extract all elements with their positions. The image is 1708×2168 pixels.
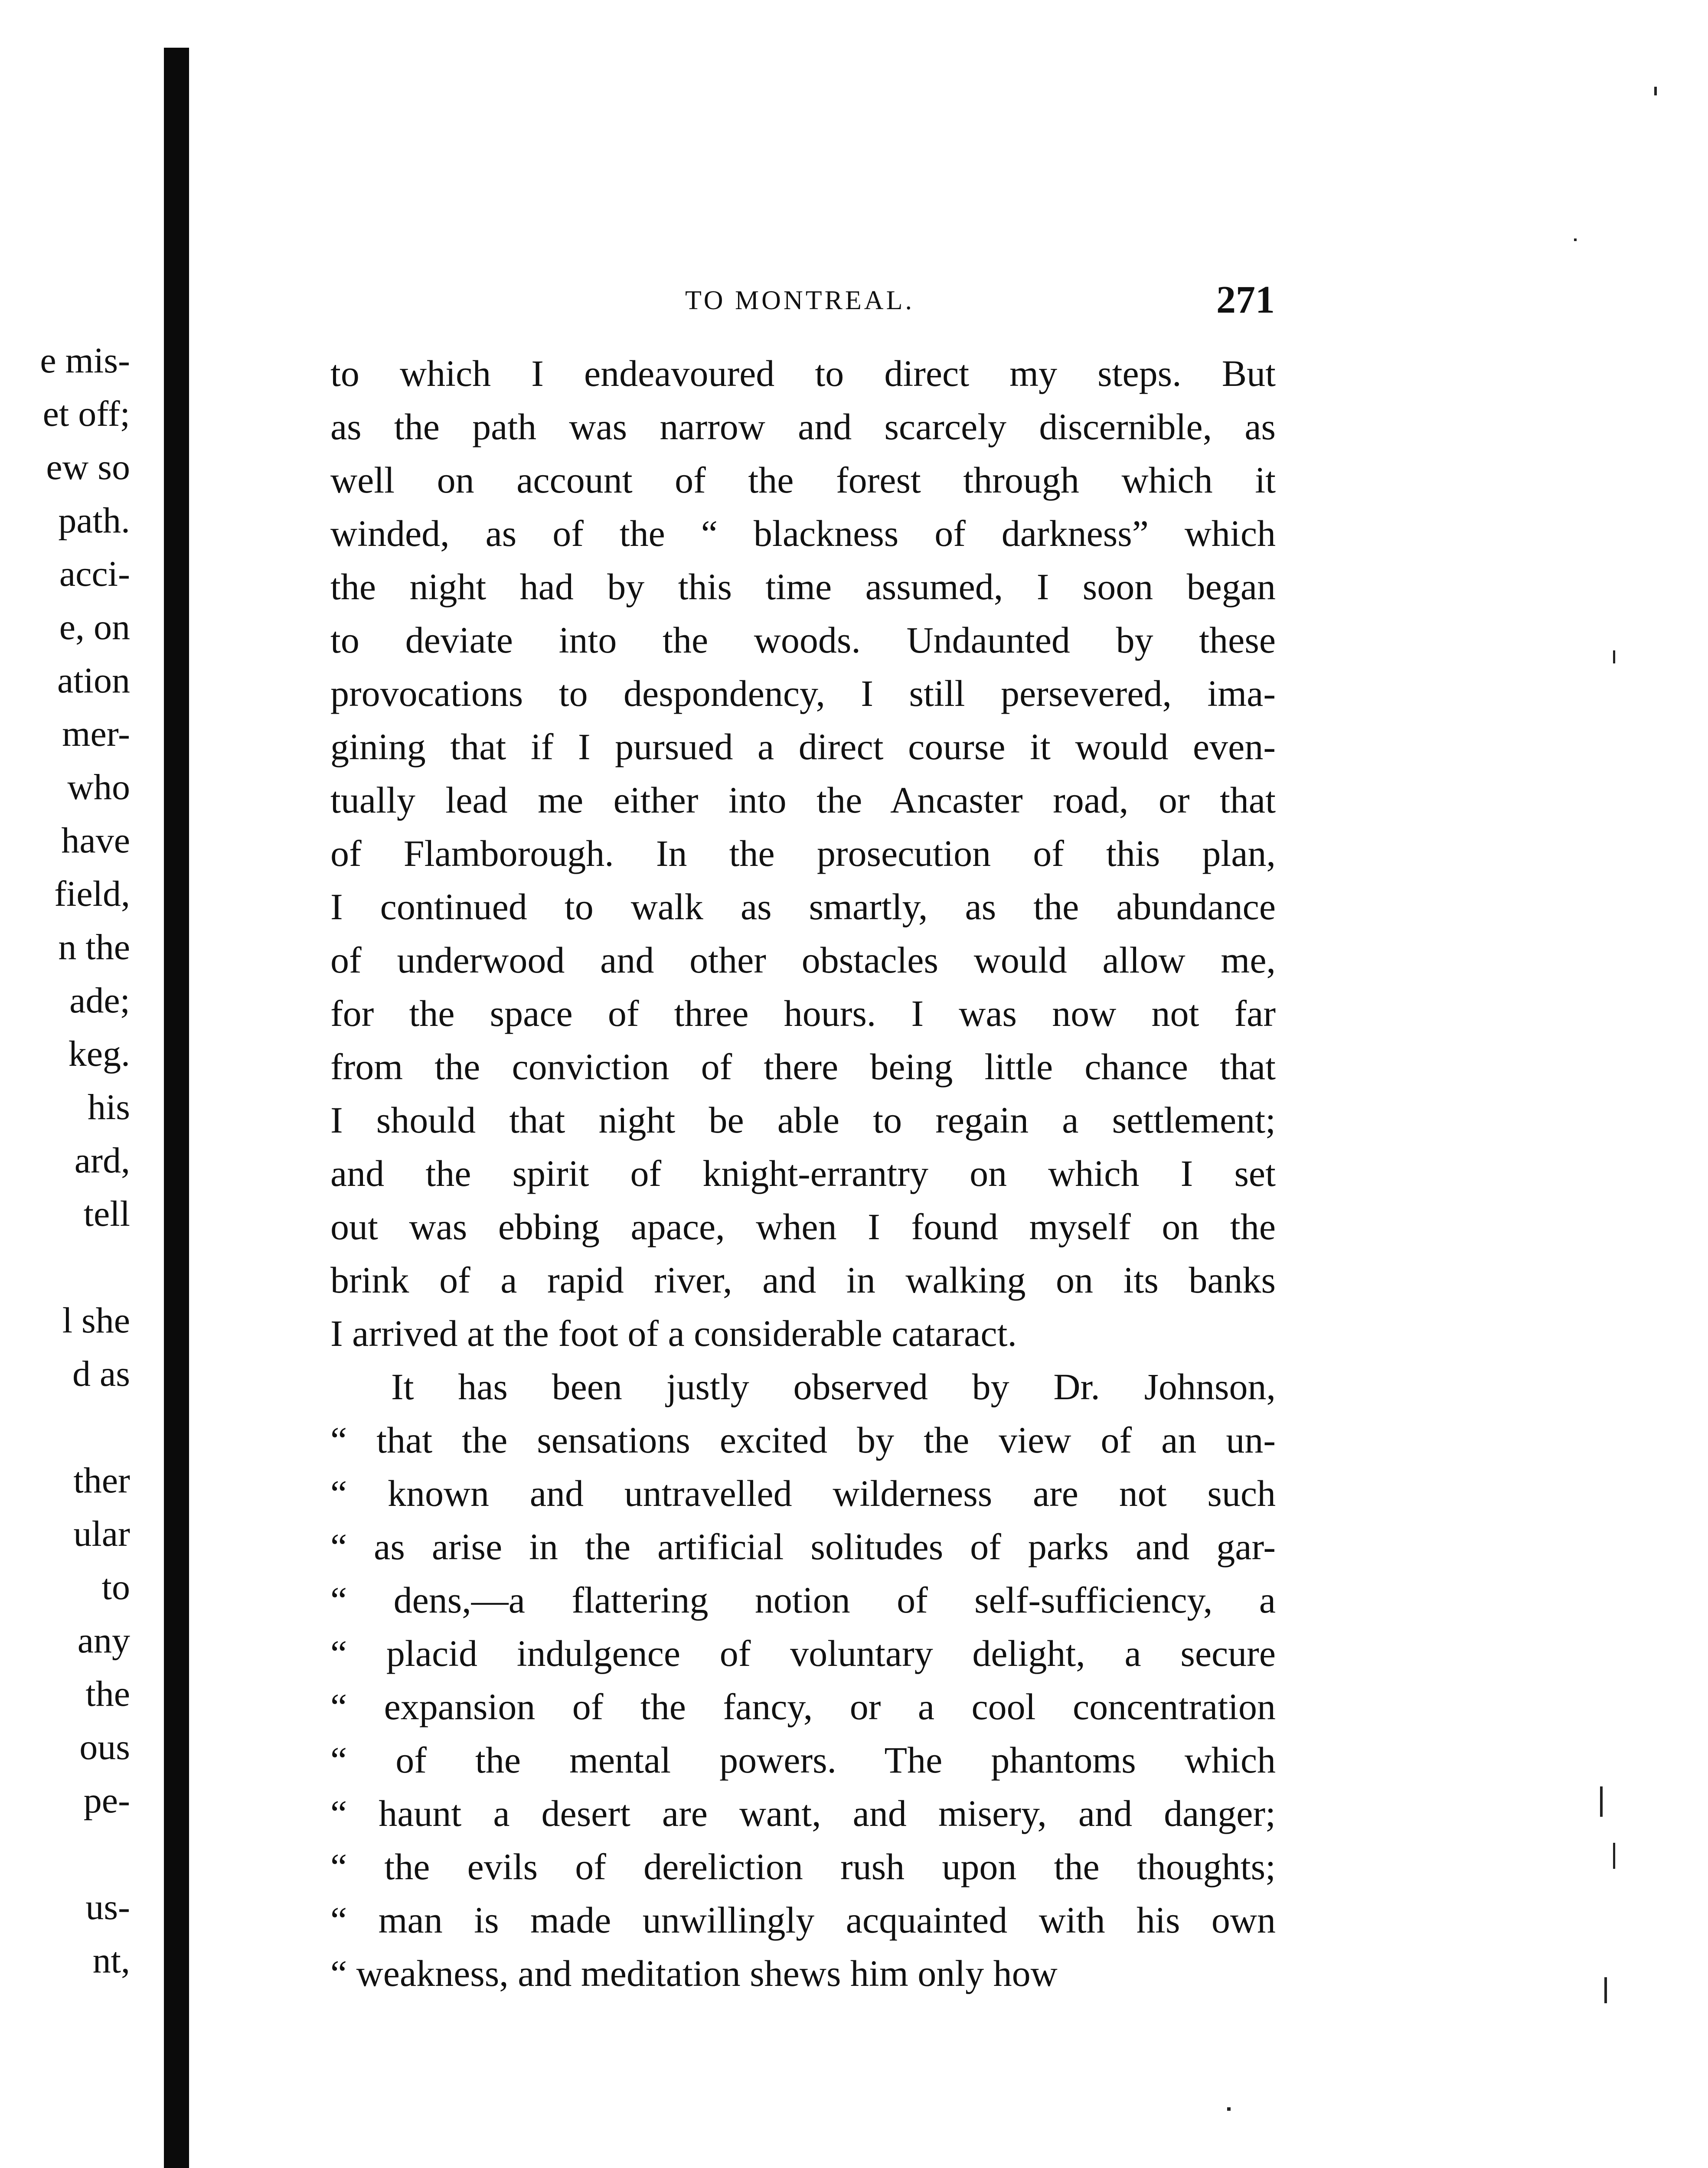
facing-page-fragment: keg. bbox=[68, 1034, 130, 1074]
text-line: “ known and untravelled wilderness are not such bbox=[330, 1473, 1276, 1514]
text-line: “ placid indulgence of voluntary delight, a secure bbox=[330, 1633, 1276, 1674]
text-line: to which I endeavoured to direct my steps. But bbox=[330, 353, 1276, 394]
body-text bbox=[330, 347, 1276, 2000]
text-line: provocations to despondency, I still persevered, ima- bbox=[330, 673, 1276, 714]
text-line: gining that if I pursued a direct course it would even- bbox=[330, 726, 1276, 767]
facing-page-fragment: the bbox=[85, 1674, 130, 1714]
facing-page-fragment: ther bbox=[73, 1460, 130, 1501]
text-line: brink of a rapid river, and in walking on its banks bbox=[330, 1259, 1276, 1301]
text-line: “ dens,—a flattering notion of self-sufficiency, a bbox=[330, 1579, 1276, 1621]
text-line: from the conviction of there being little chance that bbox=[330, 1046, 1276, 1087]
text-line: “ the evils of dereliction rush upon the thoughts; bbox=[330, 1846, 1276, 1887]
text-line: I should that night be able to regain a settlement; bbox=[330, 1099, 1276, 1141]
facing-page-fragment: his bbox=[87, 1087, 130, 1127]
facing-page-fragment: acci- bbox=[59, 554, 130, 594]
facing-page-fragment: nt, bbox=[92, 1940, 130, 1981]
facing-page-fragment: ew so bbox=[46, 447, 130, 487]
binding-gutter-bar bbox=[164, 48, 189, 2168]
text-line: winded, as of the “ blackness of darkness” which bbox=[330, 513, 1276, 554]
facing-page-fragment: path. bbox=[58, 500, 130, 541]
text-line: “ that the sensations excited by the view of an un- bbox=[330, 1419, 1276, 1461]
margin-speck bbox=[1574, 238, 1577, 241]
page-number: 271 bbox=[1216, 278, 1275, 321]
text-line: the night had by this time assumed, I soon began bbox=[330, 566, 1276, 607]
text-line: “ expansion of the fancy, or a cool concentration bbox=[330, 1686, 1276, 1727]
facing-page-fragment: have bbox=[61, 820, 130, 861]
facing-page-fragment: mer- bbox=[62, 714, 130, 754]
facing-page-fragment: d as bbox=[72, 1354, 130, 1394]
text-line: It has been justly observed by Dr. Johnson, bbox=[391, 1366, 1276, 1407]
facing-page-fragment: ade; bbox=[69, 980, 130, 1021]
text-line: for the space of three hours. I was now not far bbox=[330, 993, 1276, 1034]
facing-page-fragment: n the bbox=[58, 927, 130, 967]
margin-speck bbox=[1613, 1843, 1615, 1869]
running-head bbox=[330, 278, 1275, 321]
facing-page-fragment: e, on bbox=[59, 607, 130, 647]
margin-speck bbox=[1604, 1977, 1607, 2003]
text-line: I continued to walk as smartly, as the abundance bbox=[330, 886, 1276, 927]
text-line: out was ebbing apace, when I found myself on the bbox=[330, 1206, 1276, 1247]
text-line: of Flamborough. In the prosecution of this plan, bbox=[330, 833, 1276, 874]
text-line: tually lead me either into the Ancaster road, or that bbox=[330, 779, 1276, 821]
running-title: TO MONTREAL. bbox=[685, 286, 914, 315]
facing-page-fragment: ous bbox=[79, 1727, 130, 1767]
text-line: of underwood and other obstacles would allow me, bbox=[330, 939, 1276, 981]
margin-speck bbox=[1227, 2107, 1231, 2111]
text-line: I arrived at the foot of a considerable cataract. bbox=[330, 1313, 1017, 1354]
facing-page-fragment: e mis- bbox=[40, 340, 130, 381]
facing-page-fragment: l she bbox=[62, 1300, 130, 1341]
facing-page-fragment: tell bbox=[83, 1194, 130, 1234]
facing-page-fragment: who bbox=[67, 767, 130, 807]
text-line: “ as arise in the artificial solitudes of parks and gar- bbox=[330, 1526, 1276, 1567]
text-line: “ of the mental powers. The phantoms which bbox=[330, 1739, 1276, 1781]
facing-page-fragment: any bbox=[77, 1620, 130, 1661]
facing-page-fragment: ular bbox=[73, 1514, 130, 1554]
text-line: “ haunt a desert are want, and misery, and danger; bbox=[330, 1793, 1276, 1834]
facing-page-fragment: ation bbox=[57, 660, 130, 701]
facing-page-fragment: field, bbox=[54, 874, 130, 914]
text-line: and the spirit of knight-errantry on which I set bbox=[330, 1153, 1276, 1194]
text-line: well on account of the forest through which it bbox=[330, 459, 1276, 501]
facing-page-fragment: us- bbox=[85, 1887, 130, 1927]
facing-page-fragment: pe- bbox=[83, 1780, 130, 1821]
text-line: “ weakness, and meditation shews him only how bbox=[330, 1953, 1058, 1994]
text-line: “ man is made unwillingly acquainted with his own bbox=[330, 1899, 1276, 1941]
facing-page-fragment: to bbox=[101, 1567, 130, 1607]
text-line: as the path was narrow and scarcely discernible, as bbox=[330, 406, 1276, 447]
facing-page-fragment: ard, bbox=[74, 1140, 130, 1181]
margin-speck bbox=[1654, 87, 1657, 95]
margin-speck bbox=[1600, 1786, 1603, 1817]
text-line: to deviate into the woods. Undaunted by these bbox=[330, 619, 1276, 661]
margin-speck bbox=[1613, 650, 1615, 663]
facing-page-fragment: et off; bbox=[42, 394, 130, 434]
